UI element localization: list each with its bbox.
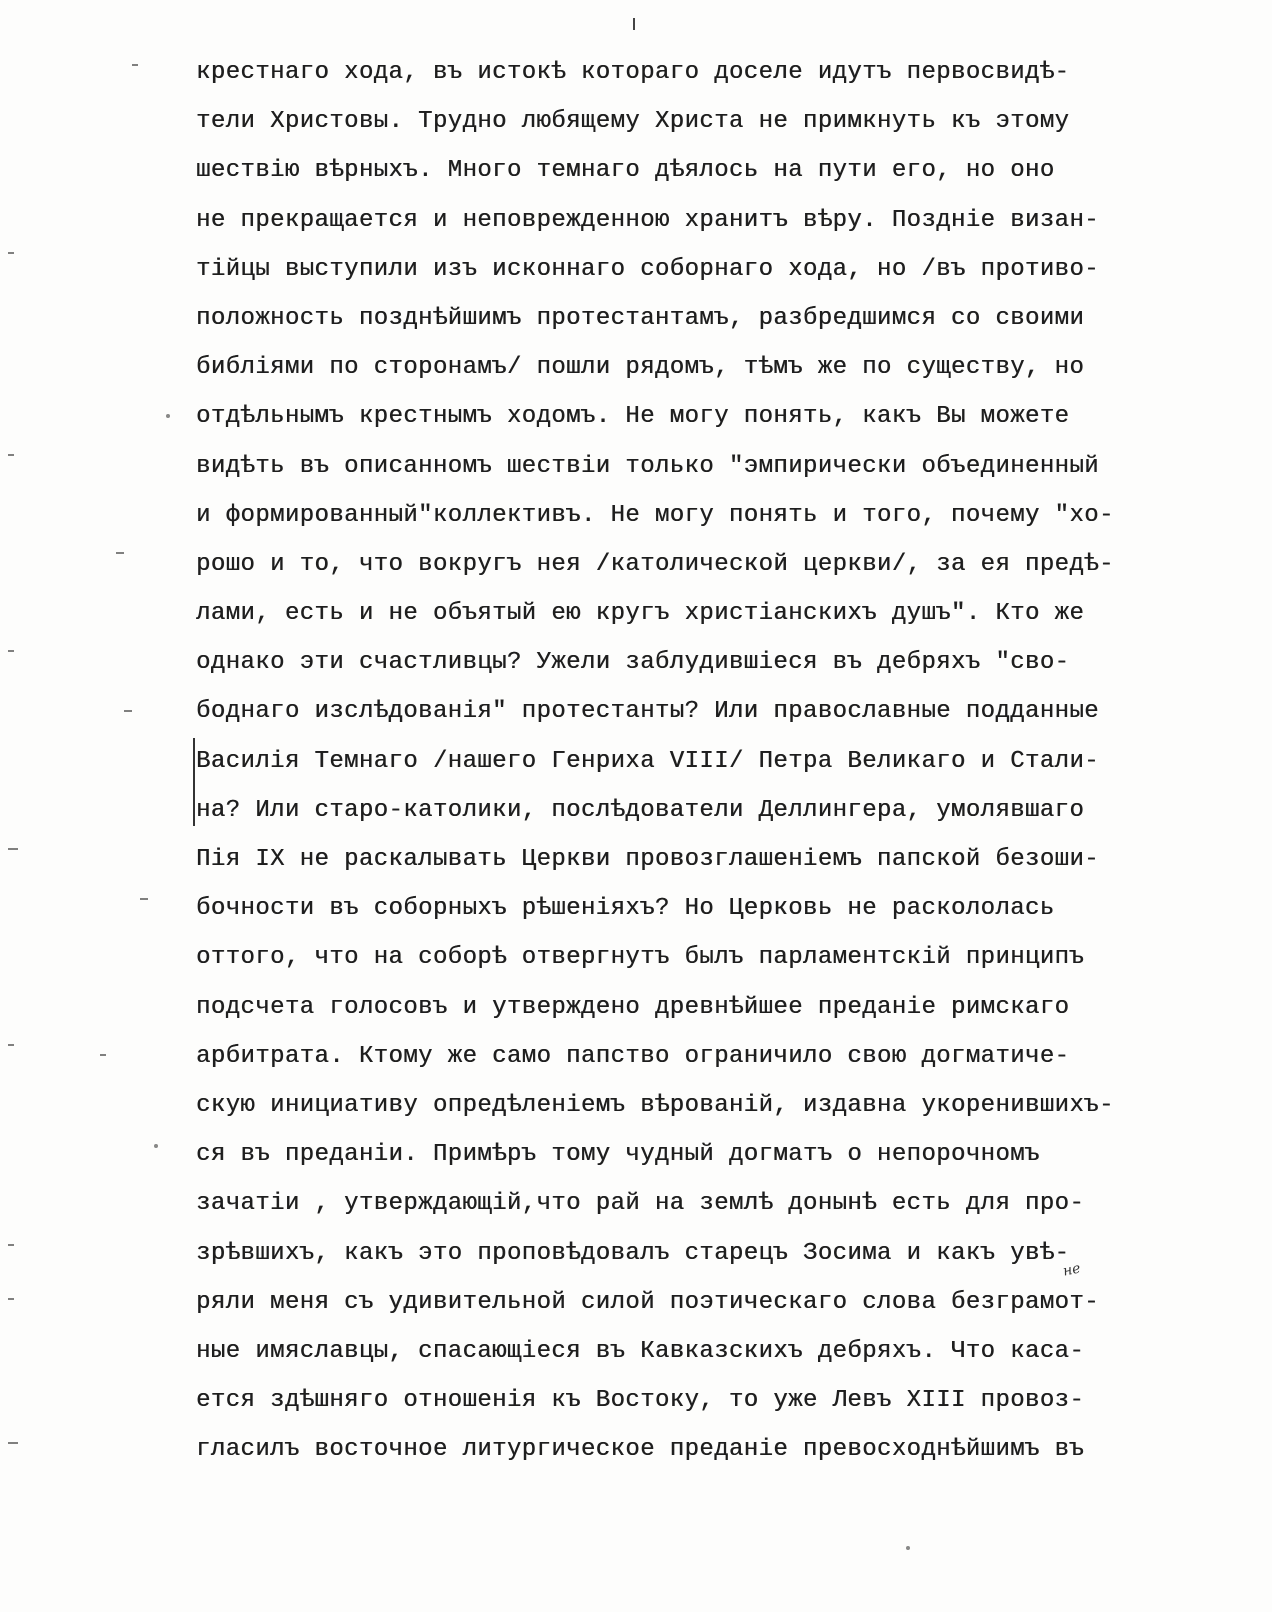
text-line: отдѣльнымъ крестнымъ ходомъ. Не могу понять, какъ Вы можете [196,403,1070,431]
text-line: на? Или старо-католики, послѣдователи Деллингера, умолявшаго [196,796,1085,824]
text-line: тели Христовы. Трудно любящему Христа не примкнуть къ этому [196,108,1070,136]
text-line: зрѣвшихъ, какъ это проповѣдовалъ старецъ Зосима и какъ увѣ- [196,1239,1070,1267]
text-line: оттого, что на соборѣ отвергнутъ былъ парламентскій принципъ [196,944,1085,972]
text-line: скую инициативу опредѣленіемъ вѣрованій, издавна укоренившихъ- [196,1091,1114,1119]
margin-tick [140,898,148,900]
margin-dot [906,1546,910,1550]
text-line: и формированный"коллективъ. Не могу понять и того, почему "хо- [196,501,1114,529]
text-line: положность позднѣйшимъ протестантамъ, разбредшимся со своими [196,304,1085,332]
handwritten-correction: не [1061,1260,1082,1280]
text-line: Василія Темнаго /нашего Генриха VIII/ Петра Великаго и Стали- [196,747,1099,775]
margin-tick [8,1298,14,1300]
text-line: подсчета голосовъ и утверждено древнѣйшее преданіе римскаго [196,993,1070,1021]
text-line: видѣть въ описанномъ шествіи только "эмпирически объединенный [196,452,1099,480]
margin-tick [8,252,14,254]
page-top-mark [633,18,635,30]
margin-tick [100,1054,106,1056]
margin-tick [132,64,138,66]
text-line: лами, есть и не объятый ею кругъ христіанскихъ душъ". Кто же [196,600,1085,628]
text-line: крестнаго хода, въ истокѣ котораго доселе идутъ первосвидѣ- [196,59,1070,86]
text-line: не прекращается и неповрежденною хранитъ вѣру. Позднiе визан- [196,206,1099,234]
text-line: ные имяславцы, спасающіеся въ Кавказскихъ дебряхъ. Что каса- [196,1337,1085,1365]
margin-tick [8,1244,14,1246]
typed-text-block [196,48,1256,1474]
text-line: гласилъ восточное литургическое преданіе превосходнѣйшимъ въ [196,1436,1085,1464]
margin-tick [8,1044,14,1046]
text-line: однако эти счастливцы? Ужели заблудившіеся въ дебряхъ "сво- [196,649,1070,677]
text-line: боднаго изслѣдованія" протестанты? Или православные подданные [196,698,1099,726]
margin-tick [8,1442,18,1444]
margin-tick [116,552,124,554]
text-line: ся въ преданіи. Примѣръ тому чудный догматъ о непорочномъ [196,1141,1040,1169]
text-line: тійцы выступили изъ исконнаго соборнаго хода, но /въ противо- [196,255,1099,283]
margin-bracket [193,738,195,826]
text-line: шествію вѣрныхъ. Много темнаго дѣялось на пути его, но оно [196,157,1055,185]
text-line: ряли меня съ удивительной силой поэтическаго слова безграмот- [196,1288,1099,1316]
text-line: ется здѣшняго отношенія къ Востоку, то уже Левъ XIII провоз- [196,1387,1085,1415]
text-line: арбитрата. Ктому же само папство ограничило свою догматиче- [196,1042,1070,1070]
margin-tick [124,710,132,712]
margin-dot [154,1144,158,1148]
text-line: рошо и то, что вокругъ нея /католической церкви/, за ея предѣ- [196,550,1114,578]
text-line: Пія IX не раскалывать Церкви провозглашеніемъ папской безоши- [196,846,1099,873]
margin-dot [166,414,170,418]
margin-tick [8,848,18,850]
margin-tick [8,454,14,456]
text-line: бочности въ соборныхъ рѣшеніяхъ? Но Церковь не раскололась [196,895,1055,923]
text-line: зачатіи , утверждающій,что рай на землѣ донынѣ есть для про- [196,1190,1085,1218]
margin-tick [8,650,14,652]
text-line: библіями по сторонамъ/ пошли рядомъ, тѣмъ же по существу, но [196,354,1085,382]
